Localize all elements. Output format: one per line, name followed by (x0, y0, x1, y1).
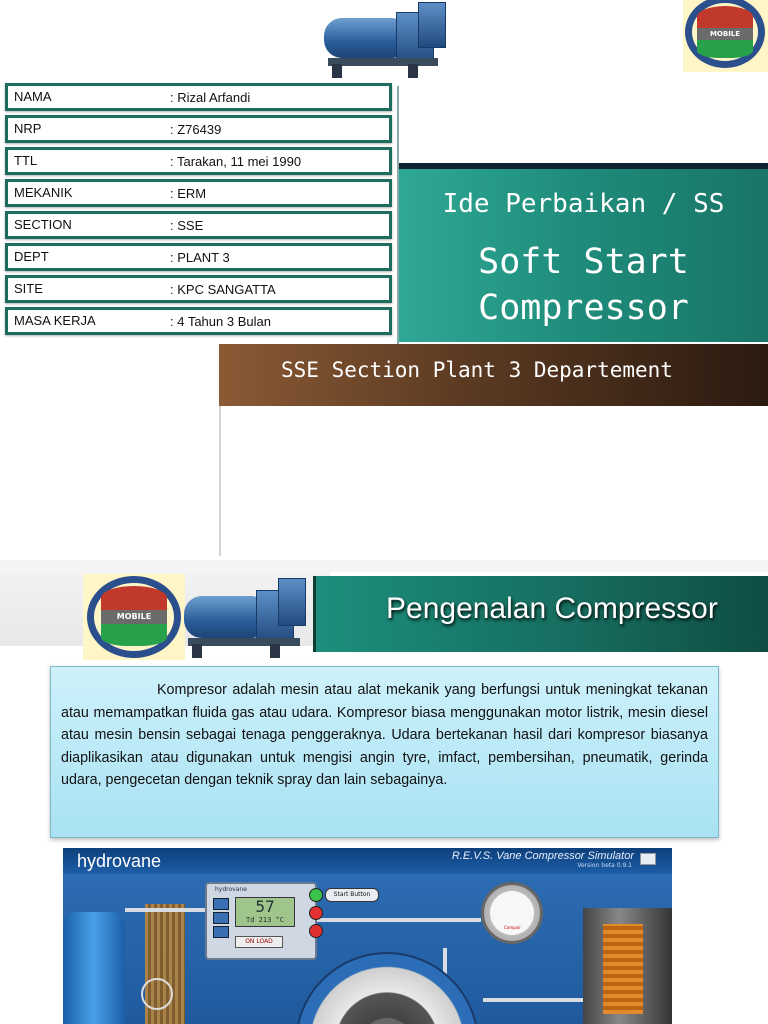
motor-windings (603, 924, 643, 1014)
employee-info-table (5, 83, 392, 339)
slide-gap (0, 560, 768, 572)
division-logo (683, 0, 768, 72)
simulator-version: Version beta 0.9.1 (577, 862, 632, 869)
info-value: : KPC SANGATTA (170, 282, 276, 297)
gauge-label: Compair (504, 925, 521, 930)
info-row-masa-kerja (5, 307, 392, 335)
info-label: TTL (14, 153, 38, 168)
info-label: DEPT (14, 249, 49, 264)
info-row-dept (5, 243, 392, 271)
simulator-brand: hydrovane (77, 851, 162, 871)
title-line-1: Soft Start (478, 242, 689, 282)
slide-header (313, 576, 768, 652)
info-value: : ERM (170, 186, 207, 201)
compressor-illustration (318, 0, 448, 82)
info-row-nrp (5, 115, 392, 143)
pressure-gauge (481, 882, 543, 944)
mail-icon (640, 853, 656, 865)
info-label: NRP (14, 121, 42, 136)
panel-button[interactable] (213, 912, 229, 924)
info-value: : PLANT 3 (170, 250, 230, 265)
stop-indicator-icon[interactable] (309, 906, 323, 920)
info-row-mekanik (5, 179, 392, 207)
simulator-title: R.E.V.S. Vane Compressor Simulator (451, 850, 634, 862)
info-value: : 4 Tahun 3 Bulan (170, 314, 271, 329)
pipe (483, 998, 583, 1002)
section-bar: SSE Section Plant 3 Departement (219, 344, 768, 406)
info-row-section (5, 211, 392, 239)
panel-button[interactable] (213, 926, 229, 938)
slide-subtitle: Ide Perbaikan / SS (442, 189, 725, 219)
divider-line (219, 406, 221, 556)
panel-brand: hydrovane (215, 886, 247, 893)
load-status: ON LOAD (235, 936, 283, 948)
info-label: NAMA (14, 89, 52, 104)
pipe (313, 918, 481, 922)
info-label: SECTION (14, 217, 72, 232)
info-value: : Rizal Arfandi (170, 90, 251, 105)
title-line-2: Compressor (478, 288, 689, 328)
description-box: Kompresor adalah mesin atau alat mekanik yang berfungsi untuk meningkat tekanan atau memampatkan fluida gas atau udara. Kompresor biasa menggunakan motor listrik, mesin diesel atau mesin bensin sebagai tenaga penggeraknya. Udara bertekanan hasil dari kompresor biasanya diaplikasikan atau digunakan untuk mengisi angin tyre, imfact, pembersihan, pneumatik, gerinda udara, pengecetan dengan teknik spray dan lain sebagainya. (50, 666, 719, 838)
logo-band-text: MOBILE (697, 28, 753, 40)
slide-title: Pengenalan Compressor (386, 592, 718, 625)
start-button[interactable]: Start Button (325, 888, 379, 902)
info-row-ttl (5, 147, 392, 175)
logo-band-text: MOBILE (101, 610, 167, 624)
info-value: : SSE (170, 218, 204, 233)
compressor-illustration (178, 576, 308, 660)
lcd-sub: Td 213 °C (246, 916, 284, 924)
reset-indicator-icon[interactable] (309, 924, 323, 938)
info-label: MASA KERJA (14, 313, 96, 328)
lcd-display (235, 897, 295, 927)
slide-2 (0, 572, 768, 1024)
pipe (125, 908, 205, 912)
info-label: MEKANIK (14, 185, 73, 200)
info-value: : Tarakan, 11 mei 1990 (170, 154, 302, 169)
panel-button[interactable] (213, 898, 229, 910)
vane-rotor (295, 952, 479, 1024)
slide-title (399, 239, 768, 331)
info-row-site (5, 275, 392, 303)
air-tank (63, 912, 125, 1024)
lcd-value: 57 (255, 897, 275, 916)
control-panel (205, 882, 317, 960)
title-panel (399, 163, 768, 342)
info-value: : Z76439 (170, 122, 222, 137)
division-logo (83, 574, 185, 660)
info-row-nama (5, 83, 392, 111)
fan-icon (141, 978, 173, 1010)
info-label: SITE (14, 281, 43, 296)
simulator-title-bar (63, 848, 672, 874)
start-indicator-icon[interactable] (309, 888, 323, 902)
compressor-simulator-image (63, 848, 672, 1024)
